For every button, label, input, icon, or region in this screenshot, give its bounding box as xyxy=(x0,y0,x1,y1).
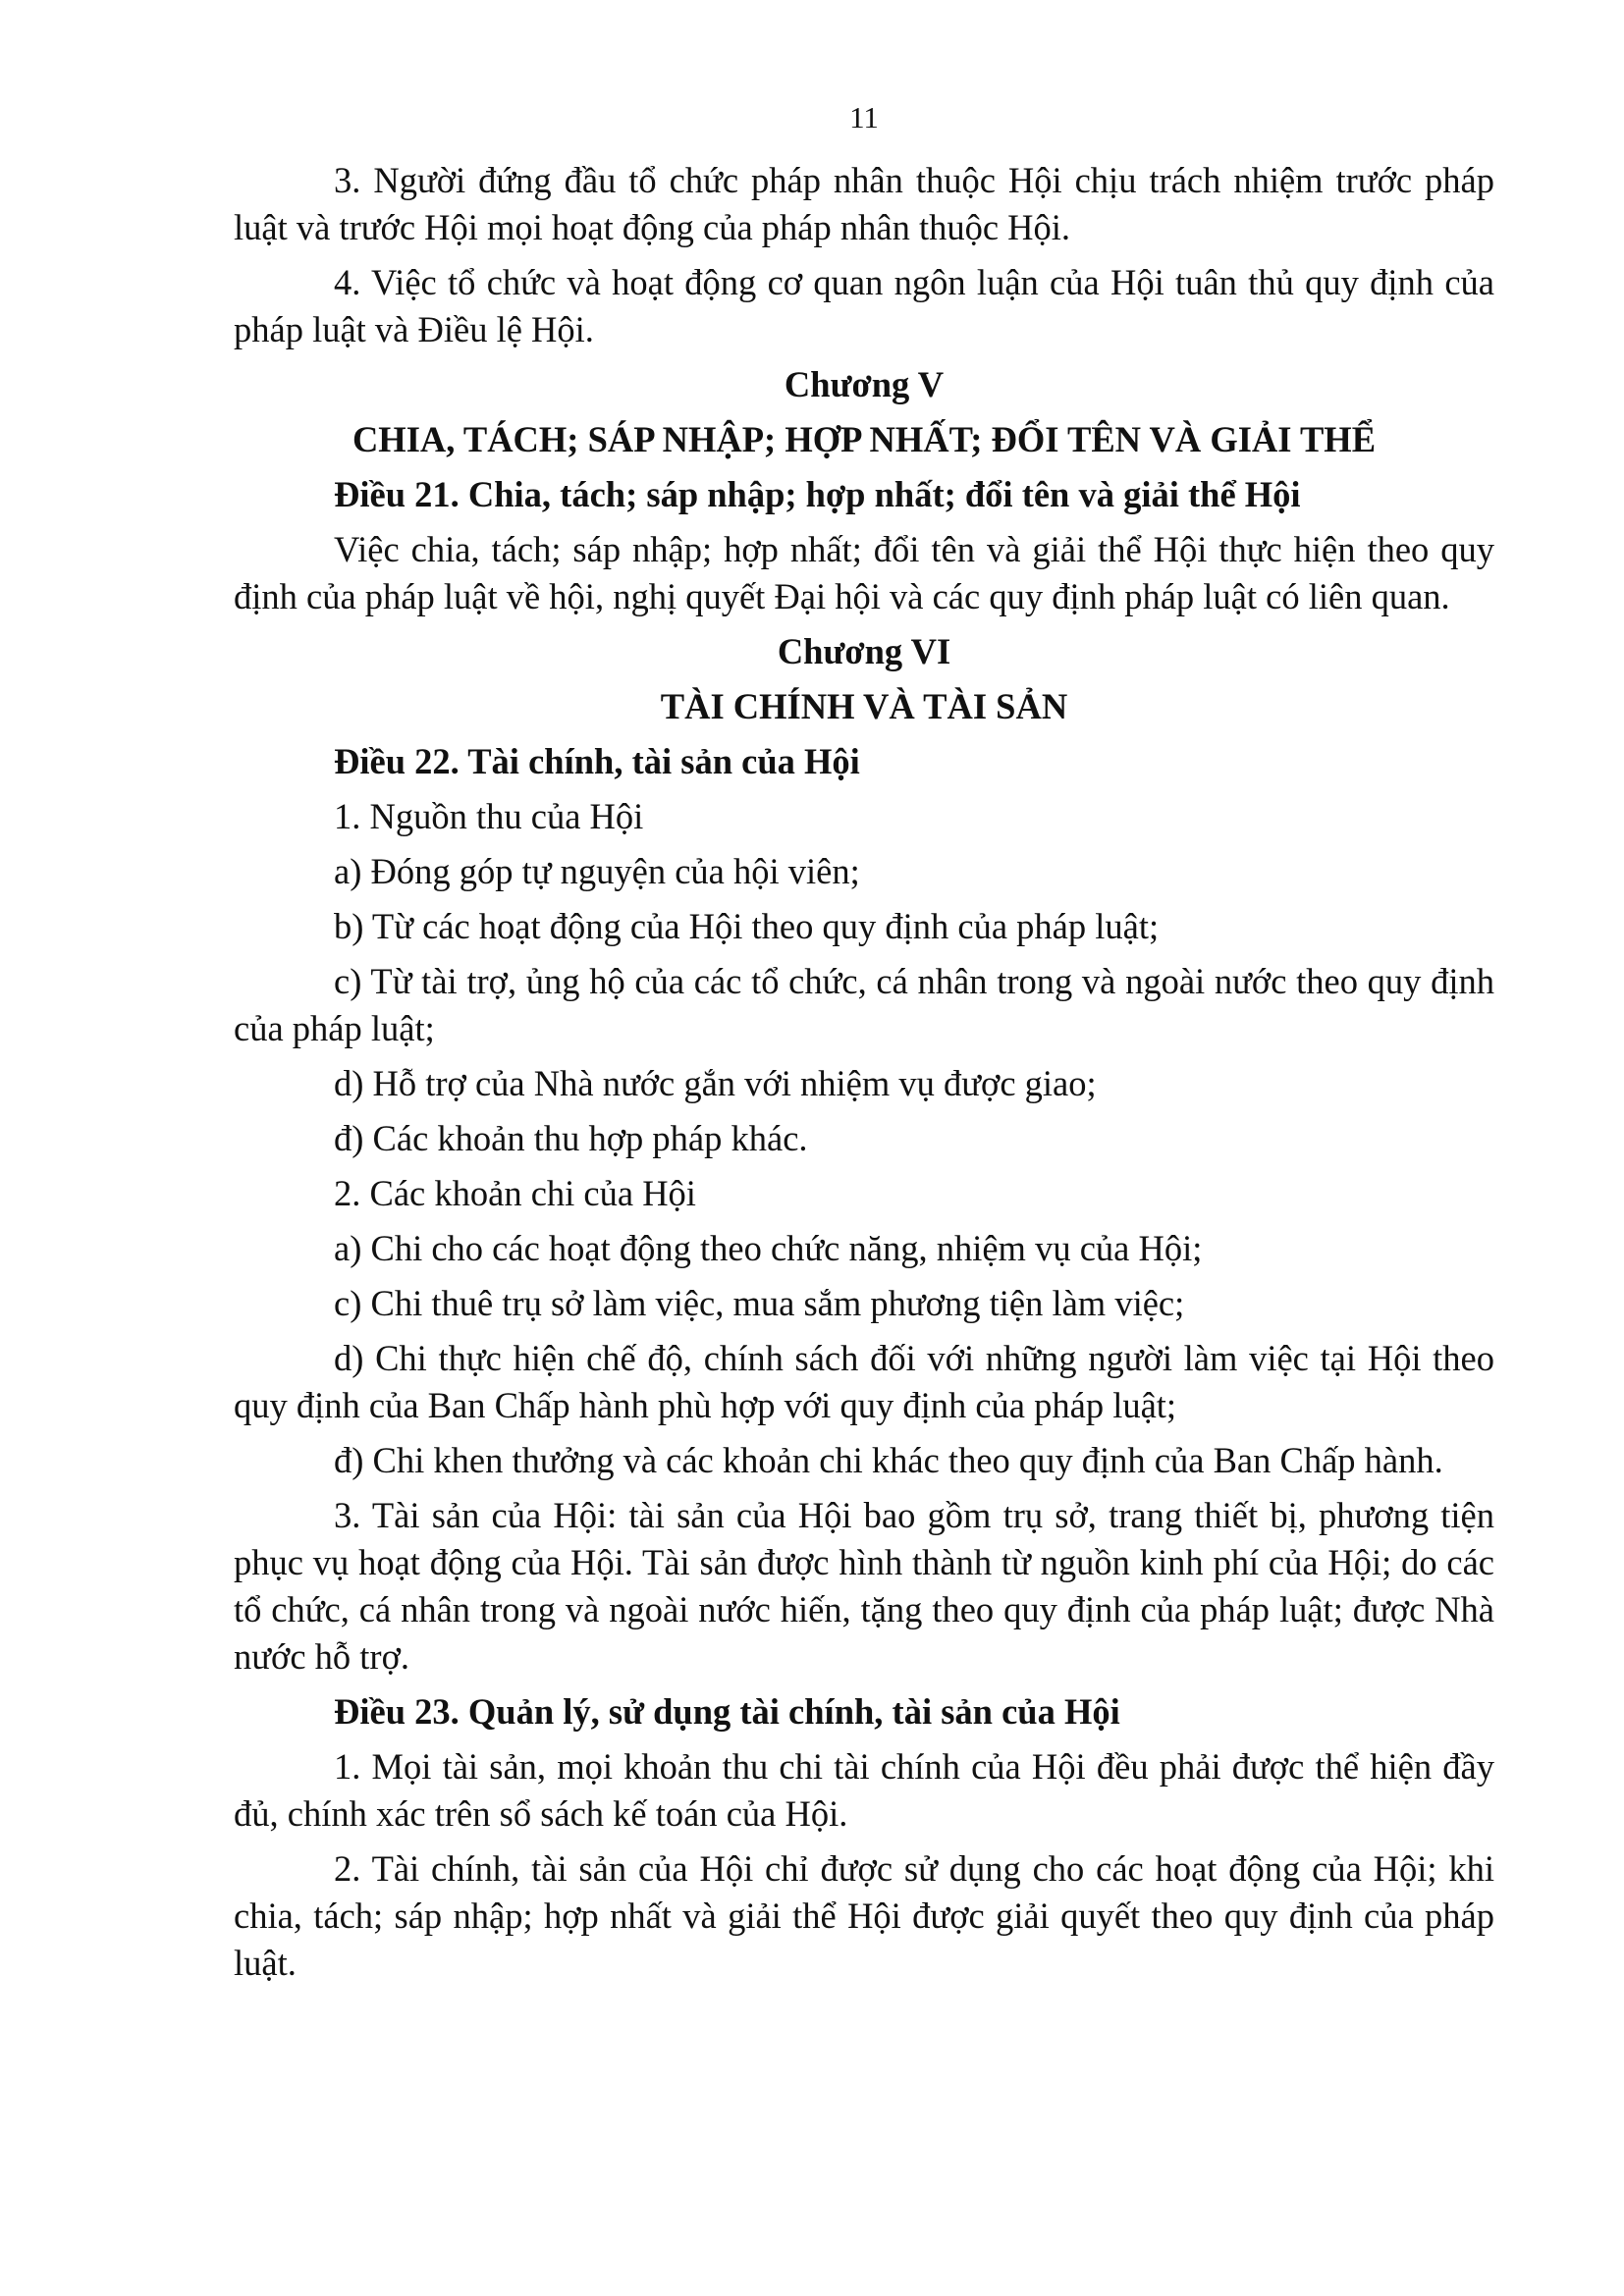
article-22-item: d) Hỗ trợ của Nhà nước gắn với nhiệm vụ được giao; xyxy=(334,1063,1097,1103)
article-22-item: đ) Chi khen thưởng và các khoản chi khác theo quy định của Ban Chấp hành. xyxy=(334,1440,1443,1480)
article-22-item: đ) Các khoản thu hợp pháp khác. xyxy=(334,1118,808,1158)
article-21-heading: Điều 21. Chia, tách; sáp nhập; hợp nhất; đổi tên và giải thể Hội xyxy=(334,474,1301,514)
article-22-item: c) Chi thuê trụ sở làm việc, mua sắm phương tiện làm việc; xyxy=(334,1283,1185,1323)
paragraph-legal-entity-head: 3. Người đứng đầu tổ chức pháp nhân thuộc Hội chịu trách nhiệm trước pháp luật và trước Hội mọi hoạt động của pháp nhân thuộc Hội. xyxy=(234,160,1494,247)
article-22-item: b) Từ các hoạt động của Hội theo quy định của pháp luật; xyxy=(334,906,1160,946)
article-22-item: 1. Nguồn thu của Hội xyxy=(334,796,644,836)
article-22-item: a) Đóng góp tự nguyện của hội viên; xyxy=(334,851,860,891)
chapter-5-title: CHIA, TÁCH; SÁP NHẬP; HỢP NHẤT; ĐỔI TÊN VÀ GIẢI THỂ xyxy=(352,419,1377,459)
article-22-item: 2. Các khoản chi của Hội xyxy=(334,1173,696,1213)
chapter-6-title: TÀI CHÍNH VÀ TÀI SẢN xyxy=(660,686,1068,726)
article-23-item: 1. Mọi tài sản, mọi khoản thu chi tài chính của Hội đều phải được thể hiện đầy đủ, chính xác trên sổ sách kế toán của Hội. xyxy=(234,1746,1494,1834)
article-22-item: c) Từ tài trợ, ủng hộ của các tổ chức, cá nhân trong và ngoài nước theo quy định của pháp luật; xyxy=(234,961,1494,1048)
article-21-body: Việc chia, tách; sáp nhập; hợp nhất; đổi tên và giải thể Hội thực hiện theo quy định của pháp luật về hội, nghị quyết Đại hội và các quy định pháp luật có liên quan. xyxy=(234,529,1494,616)
document-page xyxy=(234,94,1494,1995)
article-22-item: d) Chi thực hiện chế độ, chính sách đối với những người làm việc tại Hội theo quy định của Ban Chấp hành phù hợp với quy định của pháp luật; xyxy=(234,1338,1494,1425)
chapter-5-label: Chương V xyxy=(784,364,945,404)
article-22-item: a) Chi cho các hoạt động theo chức năng, nhiệm vụ của Hội; xyxy=(334,1228,1203,1268)
paragraph-press-organ: 4. Việc tổ chức và hoạt động cơ quan ngôn luận của Hội tuân thủ quy định của pháp luật và Điều lệ Hội. xyxy=(234,262,1494,349)
article-23-heading: Điều 23. Quản lý, sử dụng tài chính, tài sản của Hội xyxy=(334,1691,1120,1732)
article-22-item: 3. Tài sản của Hội: tài sản của Hội bao gồm trụ sở, trang thiết bị, phương tiện phục vụ hoạt động của Hội. Tài sản được hình thành từ nguồn kinh phí của Hội; do các tổ chức, cá nhân trong và ngoài nước hiến, tặng theo quy định của pháp luật; được Nhà nước hỗ trợ. xyxy=(234,1495,1494,1677)
chapter-6-label: Chương VI xyxy=(777,631,951,671)
article-23-item: 2. Tài chính, tài sản của Hội chỉ được sử dụng cho các hoạt động của Hội; khi chia, tách; sáp nhập; hợp nhất và giải thể Hội được giải quyết theo quy định của pháp luật. xyxy=(234,1848,1494,1983)
article-22-heading: Điều 22. Tài chính, tài sản của Hội xyxy=(334,741,860,781)
page-number: 11 xyxy=(849,100,879,134)
